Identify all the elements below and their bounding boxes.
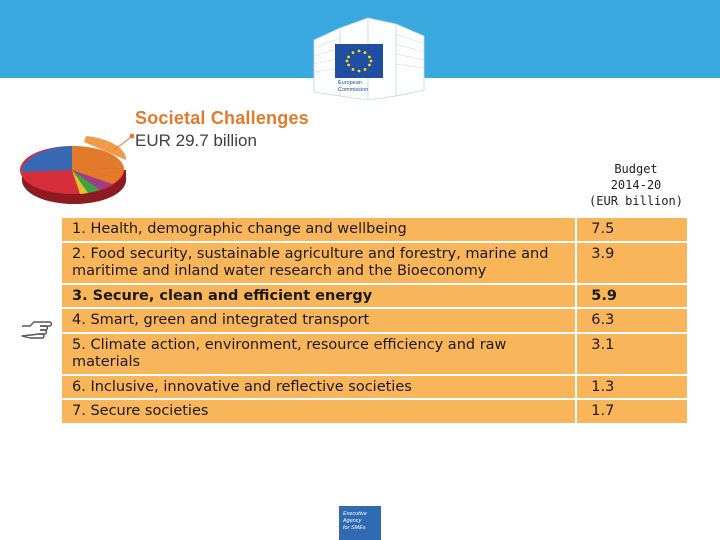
logo-text-line1: European	[338, 80, 362, 86]
budget-header-line2: 2014-20	[610, 178, 662, 192]
logo-text	[338, 80, 368, 93]
challenge-budget: 5.9	[576, 284, 688, 309]
budget-header-line3: (EUR billion)	[589, 194, 683, 208]
table-row	[61, 217, 688, 242]
challenge-budget: 3.9	[576, 242, 688, 284]
challenge-budget: 6.3	[576, 308, 688, 333]
footer-logo-line2: Agency	[343, 518, 362, 524]
section-title: Societal Challenges	[135, 108, 309, 128]
footer-logo-text	[343, 511, 367, 532]
challenge-budget: 7.5	[576, 217, 688, 242]
challenge-label: 6. Inclusive, innovative and reflective societies	[61, 375, 576, 400]
section-amount: EUR 29.7 billion	[135, 131, 257, 150]
logo-text-line2: Commission	[338, 86, 369, 93]
table-row	[61, 375, 688, 400]
challenge-label: 5. Climate action, environment, resource efficiency and raw materials	[61, 333, 576, 375]
challenge-budget: 1.7	[576, 399, 688, 424]
table-row	[61, 399, 688, 424]
executive-agency-logo	[339, 506, 381, 540]
table-row	[61, 242, 688, 284]
challenge-label: 3. Secure, clean and efficient energy	[61, 284, 576, 309]
table-row	[61, 333, 688, 375]
footer-logo-line1: Executive	[343, 511, 367, 517]
challenge-label: 4. Smart, green and integrated transport	[61, 308, 576, 333]
challenge-label: 2. Food security, sustainable agriculture and forestry, marine and maritime and inland water research and the Bioeconomy	[61, 242, 576, 284]
table-row-highlighted	[61, 284, 688, 309]
challenge-label: 7. Secure societies	[61, 399, 576, 424]
pie-chart-icon	[14, 132, 134, 210]
budget-column-header	[586, 161, 686, 209]
eu-flag-icon	[335, 44, 383, 78]
challenge-budget: 3.1	[576, 333, 688, 375]
table-row	[61, 308, 688, 333]
pointing-hand-icon	[20, 316, 54, 346]
challenges-table	[61, 217, 688, 424]
challenge-budget: 1.3	[576, 375, 688, 400]
footer-logo-line3: for SMEs	[343, 525, 366, 531]
challenge-label: 1. Health, demographic change and wellbeing	[61, 217, 576, 242]
budget-header-line1: Budget	[614, 162, 658, 176]
